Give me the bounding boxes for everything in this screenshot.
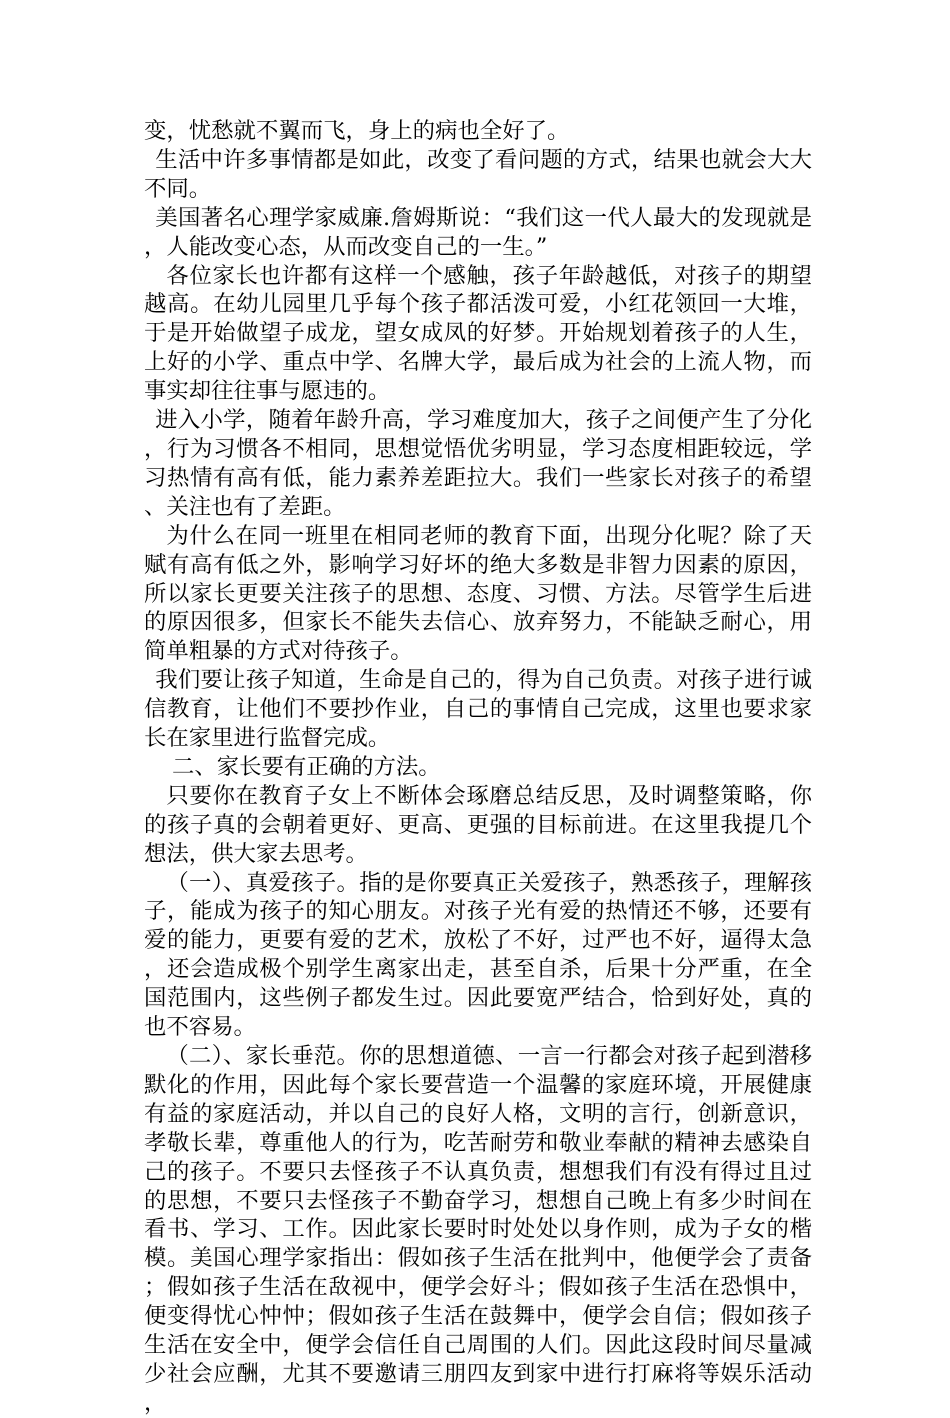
section-heading: 二、家长要有正确的方法。 [172, 753, 441, 780]
paragraph-10: （二）、家长垂范。你的思想道德、一言一行都会对孩子起到潜移默化的作用，因此每个家长要营造一个温馨的家庭环境，开展健康有益的家庭活动，并以自己的良好人格，文明的言行，创新意识，孝敬长辈，尊重他人的行为，吃苦耐劳和敬业奉献的精神去感染自己的孩子。不要只去怪孩子不认真负责，想想我们有没有得过且过的思想，不要只去怪孩子不勤奋学习，想想自己晚上有多少时间在看书、学习、工作。因此家长要时时处处以身作则，成为子女的楷模。美国心理学家指出：假如孩子生活在批判中，他便学会了责备；假如孩子生活在敌视中，便学会好斗；假如孩子生活在恐惧中，便变得忧心忡忡；假如孩子生活在鼓舞中，便学会自信；假如孩子生活在安全中，便学会信任自己周围的人们。因此这段时间尽量减少社会应酬，尤其不要邀请三朋四友到家中进行打麻将等娱乐活动， [144, 1043, 812, 1416]
paragraph-2: 生活中许多事情都是如此，改变了看问题的方式，结果也就会大大不同。 [144, 146, 812, 202]
paragraph-5: 进入小学，随着年龄升高，学习难度加大，孩子之间便产生了分化，行为习惯各不相同，思想觉悟优劣明显，学习态度相距较远，学习热情有高有低，能力素养差距拉大。我们一些家长对孩子的希望、关注也有了差距。 [144, 407, 812, 520]
paragraph-1: 变，忧愁就不翼而飞，身上的病也全好了。 [144, 118, 570, 144]
paragraph-9: （一）、真爱孩子。指的是你要真正关爱孩子，熟悉孩子，理解孩子，能成为孩子的知心朋友。对孩子光有爱的热情还不够，还要有爱的能力，更要有爱的艺术，放松了不好，过严也不好，逼得太急，还会造成极个别学生离家出走，甚至自杀，后果十分严重，在全国范围内，这些例子都发生过。因此要宽严结合，恰到好处，真的也不容易。 [144, 869, 812, 1041]
paragraph-3: 美国著名心理学家威廉.詹姆斯说：“我们这一代人最大的发现就是，人能改变心态，从而改变自己的一生。” [144, 204, 812, 260]
paragraph-8: 只要你在教育子女上不断体会琢磨总结反思，及时调整策略，你的孩子真的会朝着更好、更高、更强的目标前进。在这里我提几个想法，供大家去思考。 [144, 782, 812, 867]
paragraph-4: 各位家长也许都有这样一个感触，孩子年龄越低，对孩子的期望越高。在幼儿园里几乎每个孩子都活泼可爱，小红花领回一大堆，于是开始做望子成龙，望女成凤的好梦。开始规划着孩子的人生，上好的小学、重点中学、名牌大学，最后成为社会的上流人物，而事实却往往事与愿违的。 [144, 262, 812, 405]
document-body [144, 117, 812, 1418]
paragraph-6: 为什么在同一班里在相同老师的教育下面，出现分化呢？除了天赋有高有低之外，影响学习好坏的绝大多数是非智力因素的原因，所以家长更要关注孩子的思想、态度、习惯、方法。尽管学生后进的原因很多，但家长不能失去信心、放弃努力，不能缺乏耐心，用简单粗暴的方式对待孩子。 [144, 522, 812, 665]
paragraph-7: 我们要让孩子知道，生命是自己的，得为自己负责。对孩子进行诚信教育，让他们不要抄作业，自己的事情自己完成，这里也要求家长在家里进行监督完成。 [144, 667, 812, 752]
